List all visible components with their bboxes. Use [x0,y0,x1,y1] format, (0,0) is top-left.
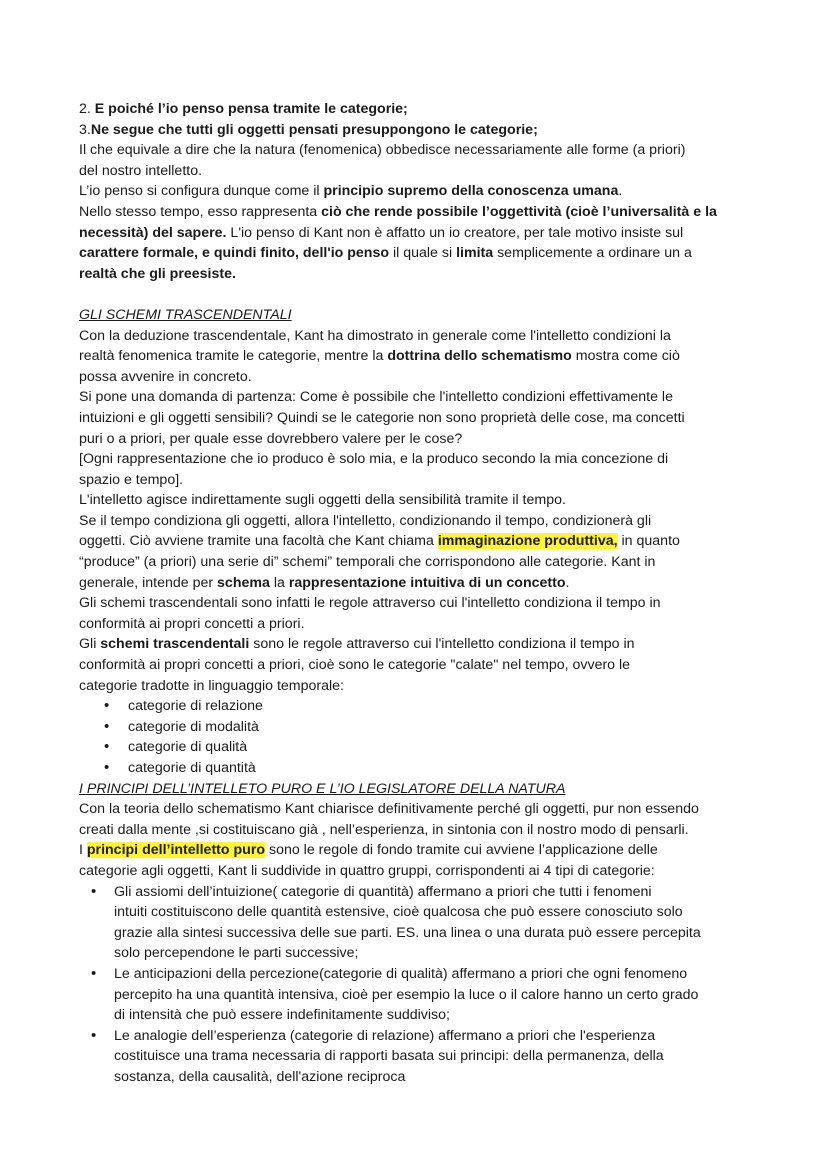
schemi-line-5: intuizioni e gli oggetti sensibili? Quindi se le categorie non sono proprietà delle cose, ma concetti [79,409,685,426]
schemi-line-18: categorie tradotte in linguaggio temporale: [79,677,345,694]
list-item: • Le anticipazioni della percezione(categorie di qualità) affermano a priori che ogni fenomeno percepito ha una quantità intensiva, cioè per esempio la luce o il calore hanno un certo grado di intensità che può essere indefinitamente suddiviso; [79,964,759,1026]
intro-line-1: 2. E poiché l’io penso pensa tramite le categorie; [79,101,408,117]
schemi-line-1: Con la deduzione trascendentale, Kant ha dimostrato in generale come l'intelletto condizioni la [79,327,671,344]
schemi-line-4: Si pone una domanda di partenza: Come è possibile che l'intelletto condizioni effettivamente le [79,389,673,406]
schemi-line-11: oggetti. Ciò avviene tramite una facoltà che Kant chiama immaginazione produttiva, in quanto [79,533,680,550]
schemi-line-15: conformità ai propri concetti a priori. [79,615,305,632]
schemi-line-3: possa avvenire in concreto. [79,368,252,385]
schemi-line-7: [Ogni rappresentazione che io produco è solo mia, e la produco secondo la mia concezione di [79,451,669,468]
principi-line-4: categorie agli oggetti, Kant li suddivide in quattro gruppi, corrispondenti ai 4 tipi di categorie: [79,862,655,879]
intro-line-3: Il che equivale a dire che la natura (fenomenica) obbedisce necessariamente alle forme (a priori) [79,142,686,159]
intro-line-7: necessità) del sapere. L'io penso di Kant non è affatto un io creatore, per tale motivo insiste sul [79,224,684,241]
document-page [79,99,759,1088]
principi-line-3: I principi dell’intelletto puro sono le regole di fondo tramite cui avviene l’applicazione delle [79,842,658,859]
list-item: • Gli assiomi dell’intuizione( categorie di quantità) affermano a priori che tutti i fenomeni intuiti costituiscono delle quantità estensive, cioè qualcosa che può essere conosciuto solo grazie alla sintesi successiva delle sue parti. ES. una linea o una durata può essere percepita solo percependone le parti successive; [79,882,759,964]
intro-line-6: Nello stesso tempo, esso rappresenta ciò che rende possibile l’oggettività (cioè l’universalità e la [79,203,717,220]
list-item: • Le analogie dell’esperienza (categorie di relazione) affermano a priori che l'esperienza costituisce una trama necessaria di rapporti basata sui principi: della permanenza, della sostanza, della causalità, dell'azione reciproca [79,1026,759,1088]
intro-line-2: 3.Ne segue che tutti gli oggetti pensati presuppongono le categorie; [79,121,538,138]
section-heading-principi: I PRINCIPI DELL’INTELLETO PURO E L’IO LEGISLATORE DELLA NATURA [79,780,566,797]
schemi-line-14: Gli schemi trascendentali sono infatti le regole attraverso cui l'intelletto condiziona il tempo in [79,595,661,612]
intro-line-4: del nostro intelletto. [79,162,203,179]
schemi-line-8: spazio e tempo]. [79,471,184,488]
schemi-line-16: Gli schemi trascendentali sono le regole attraverso cui l'intelletto condiziona il tempo in [79,636,635,653]
list-item: • categorie di quantità [79,758,759,779]
section-heading-schemi: GLI SCHEMI TRASCENDENTALI [79,306,292,323]
principi-line-2: creati dalla mente ,si costituiscano già , nell’esperienza, in sintonia con il nostro modo di pensarli. [79,821,689,838]
list-item: • categorie di modalità [79,717,759,738]
schemi-line-2: realtà fenomenica tramite le categorie, mentre la dottrina dello schematismo mostra come ciò [79,348,680,365]
list-item: • categorie di qualità [79,737,759,758]
schemi-line-17: conformità ai propri concetti a priori, cioè sono le categorie "calate" nel tempo, ovvero le [79,657,631,674]
intro-line-5: L’io penso si configura dunque come il principio supremo della conoscenza umana. [79,183,623,200]
categorie-list [79,696,759,778]
schemi-line-12: “produce” (a priori) una serie di” schemi” temporali che corrispondono alle categorie. Kant in [79,554,656,571]
highlight-immaginazione: immaginazione produttiva, [437,533,618,550]
highlight-principi: principi dell’intelletto puro [86,842,266,859]
principi-line-1: Con la teoria dello schematismo Kant chiarisce definitivamente perché gli oggetti, pur non essendo [79,801,699,818]
schemi-line-13: generale, intende per schema la rappresentazione intuitiva di un concetto. [79,574,570,591]
intro-line-8: carattere formale, e quindi finito, dell'io penso il quale si limita semplicemente a ordinare un a [79,245,692,262]
schemi-line-9: L'intelletto agisce indirettamente sugli oggetti della sensibilità tramite il tempo. [79,492,566,509]
schemi-line-6: puri o a priori, per quale esse dovrebbero valere per le cose? [79,430,463,447]
schemi-line-10: Se il tempo condiziona gli oggetti, allora l'intelletto, condizionando il tempo, condizionerà gli [79,512,652,529]
intro-line-9: realtà che gli preesiste. [79,265,236,282]
principi-list [79,882,759,1088]
section-gap [79,284,759,305]
list-item: • categorie di relazione [79,696,759,717]
